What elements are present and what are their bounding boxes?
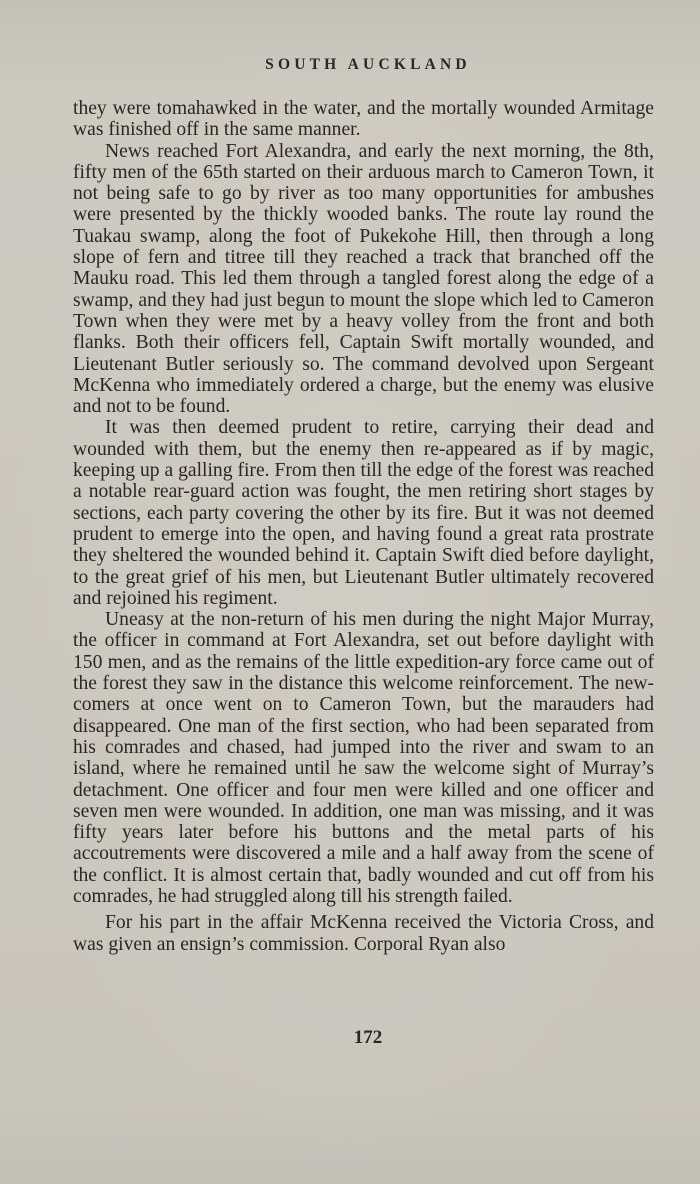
body-text bbox=[73, 98, 654, 955]
paragraph-retire: It was then deemed prudent to retire, carrying their dead and wounded with them, but the enemy then re-appeared as if by magic, keeping up a galling fire. From then till the edge of the forest was reached a notable rear-guard action was fought, the men retiring short stages by sections, each party covering the other by its fire. But it was not deemed prudent to emerge into the open, and having found a great rata prostrate they sheltered the wounded behind it. Captain Swift died before daylight, to the great grief of his men, but Lieutenant Butler ultimately recovered and rejoined his regiment. bbox=[73, 417, 654, 609]
paragraph-major-murray: Uneasy at the non-return of his men during the night Major Murray, the officer in command at Fort Alexandra, set out before daylight with 150 men, and as the remains of the little expedition-ary force came out of the forest they saw in the distance this welcome reinforcement. The new-comers at once went on to Cameron Town, but the marauders had disappeared. One man of the first section, who had been separated from his comrades and chased, had jumped into the river and swam to an island, where he remained until he saw the welcome sight of Murray’s detachment. One officer and four men were killed and one officer and seven men were wounded. In addition, one man was missing, and it was fifty years later before his buttons and the metal parts of his accoutrements were discovered a mile and a half away from the scene of the conflict. It is almost certain that, badly wounded and cut off from his comrades, he had struggled along till his strength failed. bbox=[73, 609, 654, 907]
paragraph-continuation: they were tomahawked in the water, and the mortally wounded Armitage was finished off in the same manner. bbox=[73, 98, 654, 141]
paragraph-news-reached: News reached Fort Alexandra, and early the next morning, the 8th, fifty men of the 65th started on their arduous march to Cameron Town, it not being safe to go by river as too many opportunities for ambushes were presented by the thickly wooded banks. The route lay round the Tuakau swamp, along the foot of Pukekohe Hill, then through a long slope of fern and titree till they reached a track that branched off the Mauku road. This led them through a tangled forest along the edge of a swamp, and they had just begun to mount the slope which led to Cameron Town when they were met by a heavy volley from the front and both flanks. Both their officers fell, Captain Swift mortally wounded, and Lieutenant Butler seriously so. The command devolved upon Sergeant McKenna who immediately ordered a charge, but the enemy was elusive and not to be found. bbox=[73, 140, 654, 418]
page-number: 172 bbox=[353, 1027, 383, 1048]
running-head: SOUTH AUCKLAND bbox=[265, 56, 471, 73]
paragraph-victoria-cross: For his part in the affair McKenna received the Victoria Cross, and was given an ensign’s commission. Corporal Ryan also bbox=[73, 912, 654, 955]
